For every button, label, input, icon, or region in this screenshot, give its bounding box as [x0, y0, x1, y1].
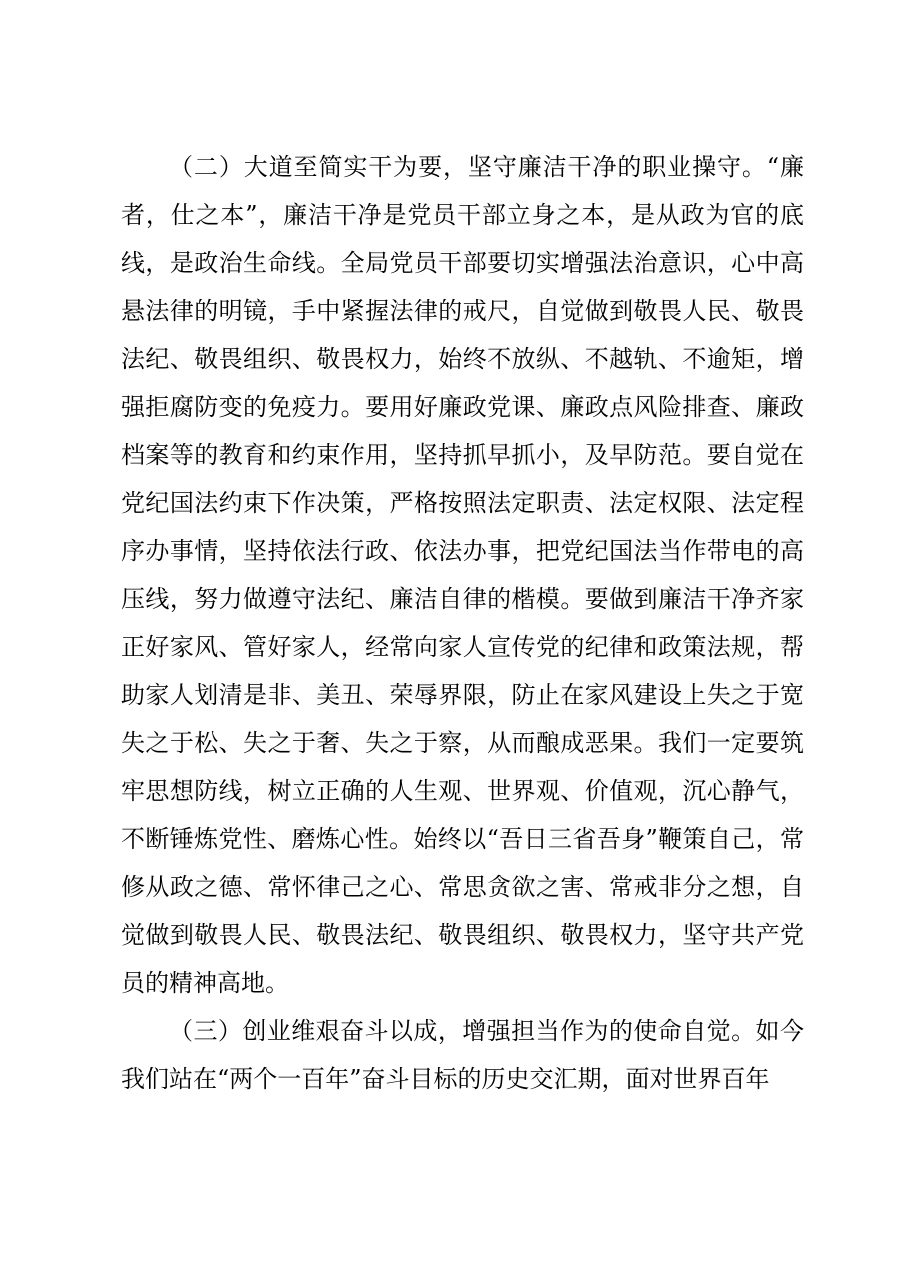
- paragraph-section-3: （三）创业维艰奋斗以成，增强担当作为的使命自觉。如今我们站在“两个一百年”奋斗目标的历史交汇期，面对世界百年: [121, 1017, 804, 1093]
- document-page: [121, 143, 804, 1103]
- paragraph-section-2: （二）大道至简实干为要，坚守廉洁干净的职业操守。“廉者，仕之本”，廉洁干净是党员干部立身之本，是从政为官的底线，是政治生命线。全局党员干部要切实增强法治意识，心中高悬法律的明镜，手中紧握法律的戒尺，自觉做到敬畏人民、敬畏法纪、敬畏组织、敬畏权力，始终不放纵、不越轨、不逾矩，增强拒腐防变的免疫力。要用好廉政党课、廉政点风险排查、廉政档案等的教育和约束作用，坚持抓早抓小，及早防范。要自觉在党纪国法约束下作决策，严格按照法定职责、法定权限、法定程序办事情，坚持依法行政、依法办事，把党纪国法当作带电的高压线，努力做遵守法纪、廉洁自律的楷模。要做到廉洁干净齐家正好家风、管好家人，经常向家人宣传党的纪律和政策法规，帮助家人划清是非、美丑、荣辱界限，防止在家风建设上失之于宽失之于松、失之于奢、失之于察，从而酿成恶果。我们一定要筑牢思想防线，树立正确的人生观、世界观、价值观，沉心静气，不断锤炼党性、磨炼心性。始终以“吾日三省吾身”鞭策自己，常修从政之德、常怀律己之心、常思贪欲之害、常戒非分之想，自觉做到敬畏人民、敬畏法纪、敬畏组织、敬畏权力，坚守共产党员的精神高地。: [121, 153, 804, 997]
